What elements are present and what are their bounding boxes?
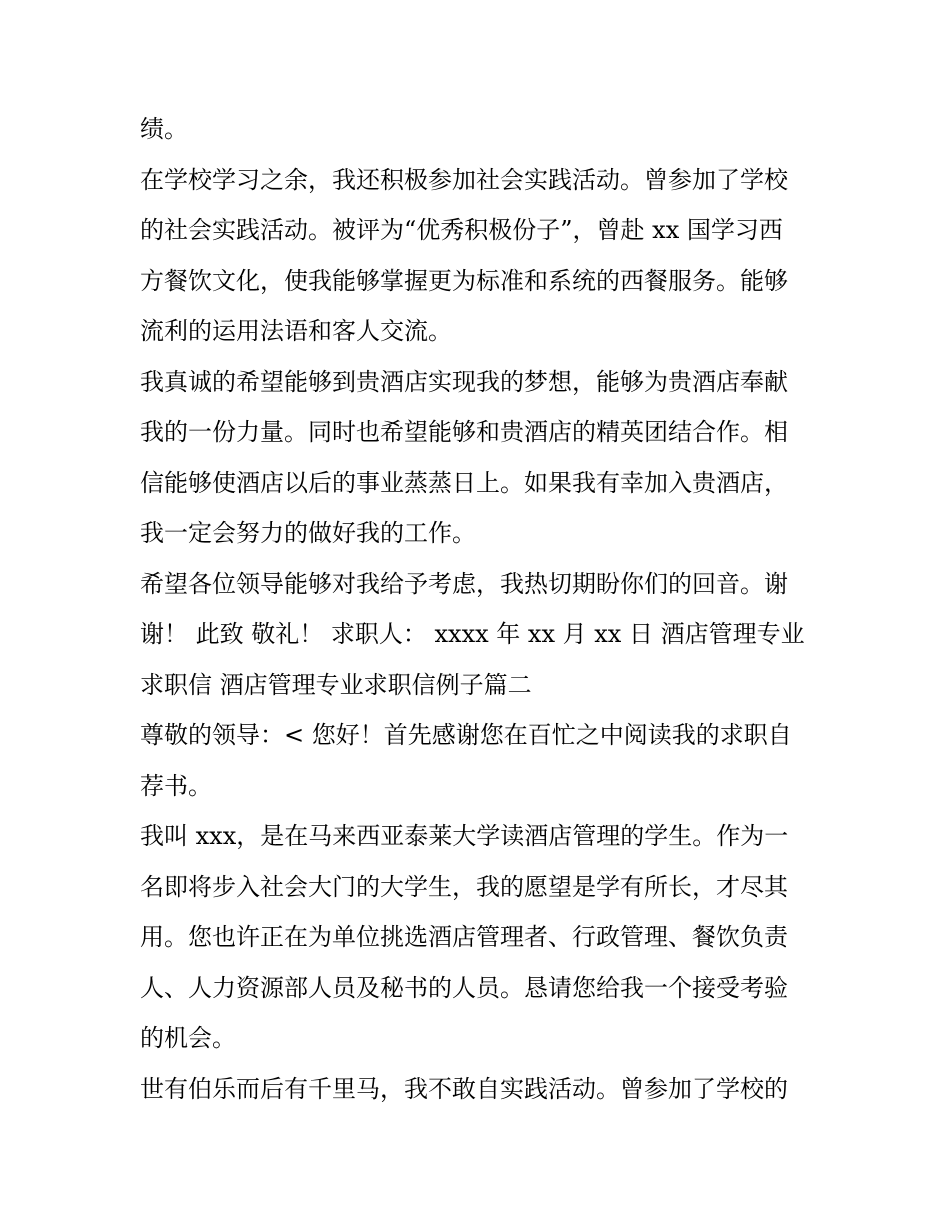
text-line: 的机会。 [140,1024,236,1052]
text-line: 我叫 xxx，是在马来西亚泰莱大学读酒店管理的学生。作为一 [140,822,789,850]
text-line: 我一定会努力的做好我的工作。 [140,519,476,547]
text-line: 用。您也许正在为单位挑选酒店管理者、行政管理、餐饮负责 [140,923,788,951]
text-line: 方餐饮文化，使我能够掌握更为标准和系统的西餐服务。能够 [140,266,788,295]
text-line: 荐书。 [140,771,212,800]
text-line: 名即将步入社会大门的大学生，我的愿望是学有所长，才尽其 [140,872,788,901]
text-line: 绩。 [140,115,188,143]
text-line: 的社会实践活动。被评为“优秀积极份子”，曾赴 xx 国学习西 [140,216,783,244]
text-line: 世有伯乐而后有千里马，我不敢自实践活动。曾参加了学校的 [140,1074,788,1103]
text-line: 人、人力资源部人员及秘书的人员。恳请您给我一个接受考验 [140,973,788,1002]
text-line: 谢！ 此致 敬礼！ 求职人： xxxx 年 xx 月 xx 日 酒店管理专业 [140,620,805,648]
text-line: 流利的运用法语和客人交流。 [140,317,452,345]
text-line: 我真诚的希望能够到贵酒店实现我的梦想，能够为贵酒店奉献 [140,367,788,396]
text-line: 信能够使酒店以后的事业蒸蒸日上。如果我有幸加入贵酒店， [140,468,788,497]
text-line: 求职信 酒店管理专业求职信例子篇二 [140,670,532,699]
text-line: 我的一份力量。同时也希望能够和贵酒店的精英团结合作。相 [140,418,788,446]
text-line: 希望各位领导能够对我给予考虑，我热切期盼你们的回音。谢 [140,569,788,598]
text-line: 在学校学习之余，我还积极参加社会实践活动。曾参加了学校 [140,165,788,194]
document-body [140,104,830,1114]
text-line: 尊敬的领导：< 您好！首先感谢您在百忙之中阅读我的求职自 [140,721,792,749]
